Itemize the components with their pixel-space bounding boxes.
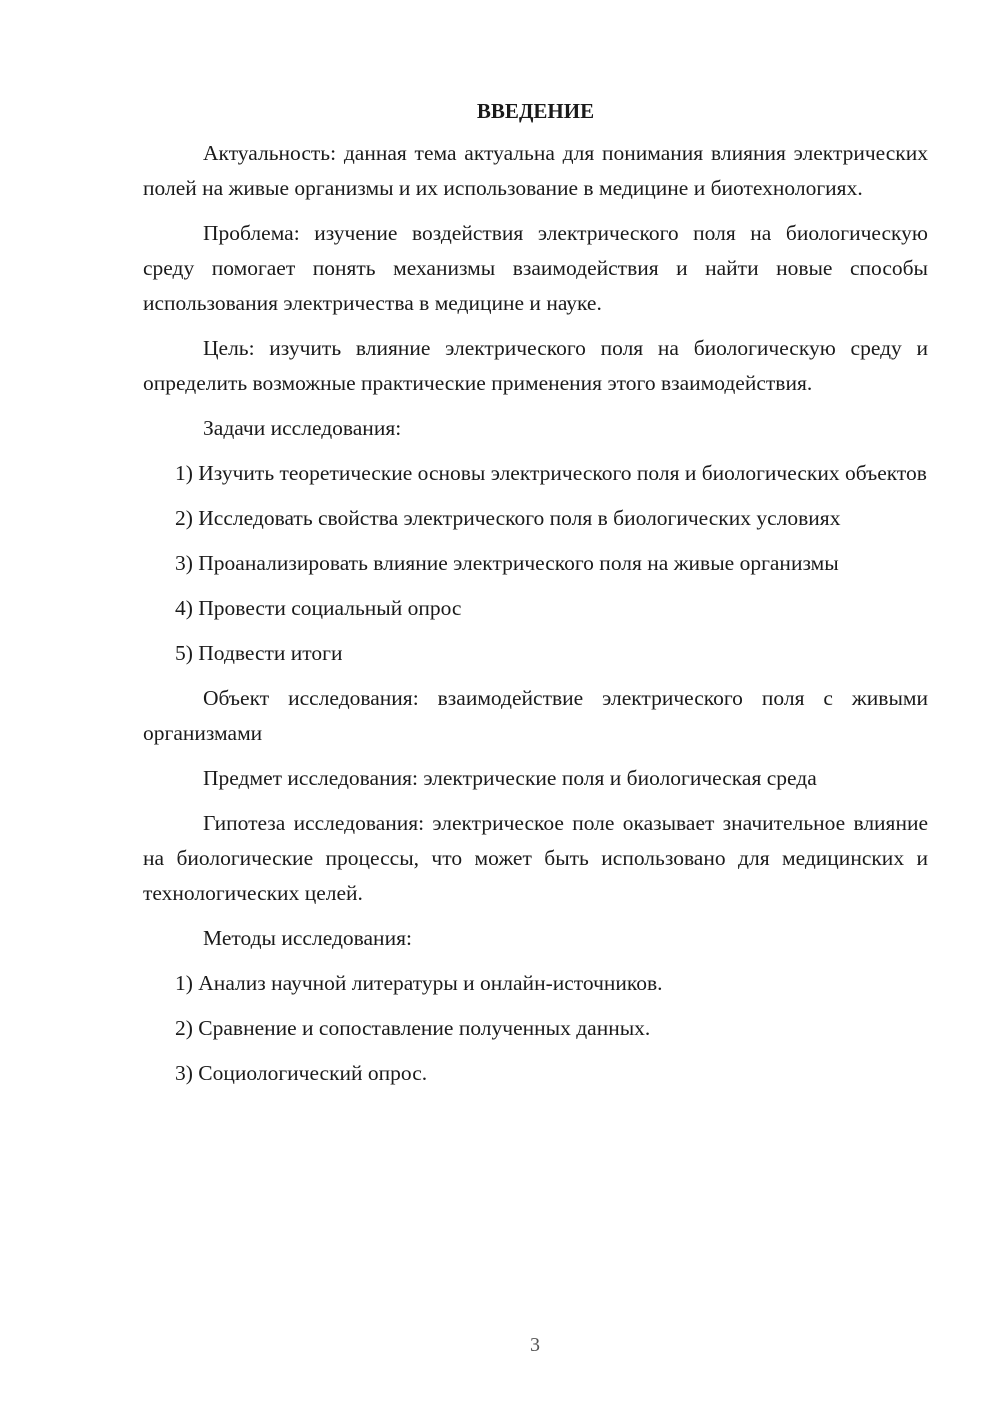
- task-item-4: 4) Провести социальный опрос: [175, 596, 462, 620]
- goal-paragraph: Цель: изучить влияние электрического поля на биологическую среду и определить возможные практические применения этого взаимодействия.: [143, 336, 928, 395]
- hypothesis-paragraph: Гипотеза исследования: электрическое поле оказывает значительное влияние на биологические процессы, что может быть использовано для медицинских и технологических целей.: [143, 811, 928, 905]
- relevance-paragraph: Актуальность: данная тема актуальна для понимания влияния электрических полей на живые организмы и их использование в медицине и биотехнологиях.: [143, 141, 928, 200]
- tasks-heading: Задачи исследования:: [203, 416, 402, 440]
- task-item-1: 1) Изучить теоретические основы электрического поля и биологических объектов: [175, 461, 927, 485]
- task-item-2: 2) Исследовать свойства электрического поля в биологических условиях: [175, 506, 841, 530]
- methods-heading: Методы исследования:: [203, 926, 412, 950]
- method-item-1: 1) Анализ научной литературы и онлайн-источников.: [175, 971, 663, 995]
- problem-paragraph: Проблема: изучение воздействия электрического поля на биологическую среду помогает понять механизмы взаимодействия и найти новые способы использования электричества в медицине и науке.: [143, 221, 928, 315]
- page-number: 3: [530, 1334, 540, 1356]
- page-title: ВВЕДЕНИЕ: [476, 99, 595, 123]
- document-body: [143, 96, 928, 1101]
- method-item-2: 2) Сравнение и сопоставление полученных данных.: [175, 1016, 651, 1040]
- task-item-5: 5) Подвести итоги: [175, 641, 343, 665]
- subject-paragraph: Предмет исследования: электрические поля и биологическая среда: [203, 766, 817, 790]
- object-paragraph: Объект исследования: взаимодействие электрического поля с живыми организмами: [143, 686, 928, 745]
- task-item-3: 3) Проанализировать влияние электрического поля на живые организмы: [175, 551, 839, 575]
- method-item-3: 3) Социологический опрос.: [175, 1061, 428, 1085]
